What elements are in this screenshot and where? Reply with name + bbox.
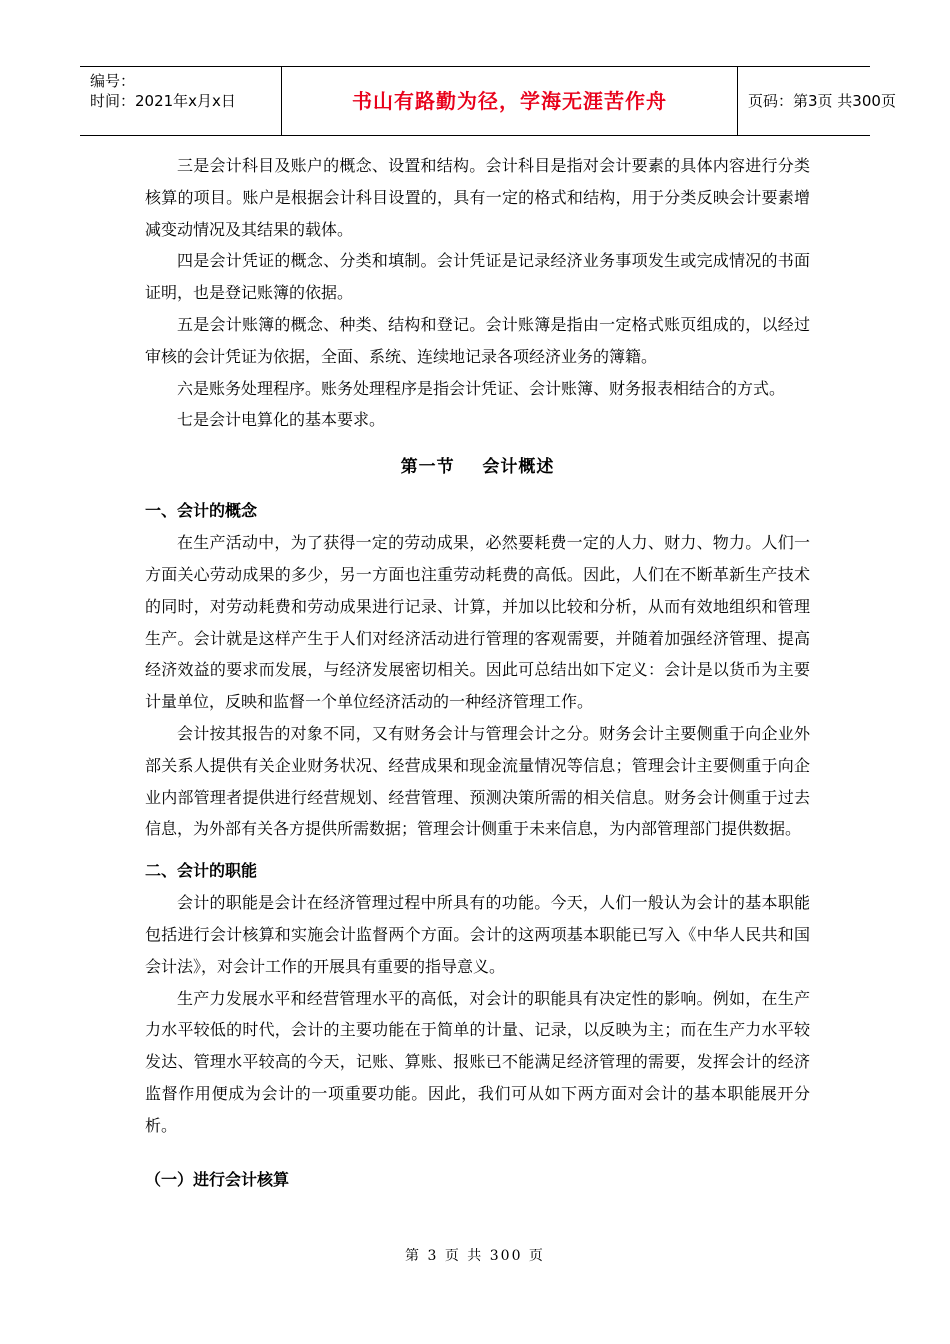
header-page-number: 页码：第3页 共300页	[748, 92, 896, 110]
body-paragraph: 在生产活动中，为了获得一定的劳动成果，必然要耗费一定的人力、财力、物力。人们一方面关心劳动成果的多少，另一方面也注重劳动耗费的高低。因此，人们在不断革新生产技术的同时，对劳动耗费和劳动成果进行记录、计算，并加以比较和分析，从而有效地组织和管理生产。会计就是这样产生于人们对经济活动进行管理的客观需要，并随着加强经济管理、提高经济效益的要求而发展，与经济发展密切相关。因此可总结出如下定义：会计是以货币为主要计量单位，反映和监督一个单位经济活动的一种经济管理工作。	[145, 533, 810, 712]
concept-heading: 一、会计的概念	[145, 501, 258, 521]
header-motto: 书山有路勤为径，学海无涯苦作舟	[282, 67, 738, 135]
body-paragraph: 会计的职能是会计在经济管理过程中所具有的功能。今天，人们一般认为会计的基本职能包括进行会计核算和实施会计监督两个方面。会计的这两项基本职能已写入《中华人民共和国会计法》，对会计工作的开展具有重要的指导意义。	[145, 893, 810, 976]
body-paragraph: 三是会计科目及账户的概念、设置和结构。会计科目是指对会计要素的具体内容进行分类核算的项目。账户是根据会计科目设置的，具有一定的格式和结构，用于分类反映会计要素增减变动情况及其结果的载体。	[145, 156, 810, 239]
header-meta	[80, 67, 282, 135]
section-title: 第一节 会计概述	[400, 457, 555, 478]
body-paragraph: 五是会计账簿的概念、种类、结构和登记。会计账簿是指由一定格式账页组成的，以经过审核的会计凭证为依据，全面、系统、连续地记录各项经济业务的簿籍。	[145, 314, 810, 366]
body-paragraph: 生产力发展水平和经营管理水平的高低，对会计的职能具有决定性的影响。例如，在生产力水平较低的时代，会计的主要功能在于简单的计量、记录，以反映为主；而在生产力水平较发达、管理水平较高的今天，记账、算账、报账已不能满足经济管理的需要，发挥会计的经济监督作用便成为会计的一项重要功能。因此，我们可从如下两方面对会计的基本职能展开分析。	[145, 988, 810, 1135]
functions-heading: 二、会计的职能	[145, 861, 258, 881]
document-body	[145, 150, 810, 1196]
body-paragraph: 四是会计凭证的概念、分类和填制。会计凭证是记录经济业务事项发生或完成情况的书面证明，也是登记账簿的依据。	[145, 251, 810, 303]
page-footer: 第 3 页 共 300 页	[405, 1248, 545, 1264]
document-number-label: 编号：	[90, 72, 136, 90]
page-header	[80, 66, 896, 136]
body-paragraph: 会计按其报告的对象不同，又有财务会计与管理会计之分。财务会计主要侧重于向企业外部关系人提供有关企业财务状况、经营成果和现金流量情况等信息；管理会计主要侧重于向企业内部管理者提供进行经营规划、经营管理、预测决策所需的相关信息。财务会计侧重于过去信息，为外部有关各方提供所需数据；管理会计侧重于未来信息，为内部管理部门提供数据。	[145, 723, 810, 839]
body-paragraph: 六是账务处理程序。账务处理程序是指会计凭证、会计账簿、财务报表相结合的方式。	[177, 378, 786, 398]
accounting-sub-heading: （一）进行会计核算	[145, 1169, 290, 1189]
body-paragraph: 七是会计电算化的基本要求。	[177, 410, 386, 430]
document-date-label: 时间：2021年x月x日	[90, 92, 236, 110]
